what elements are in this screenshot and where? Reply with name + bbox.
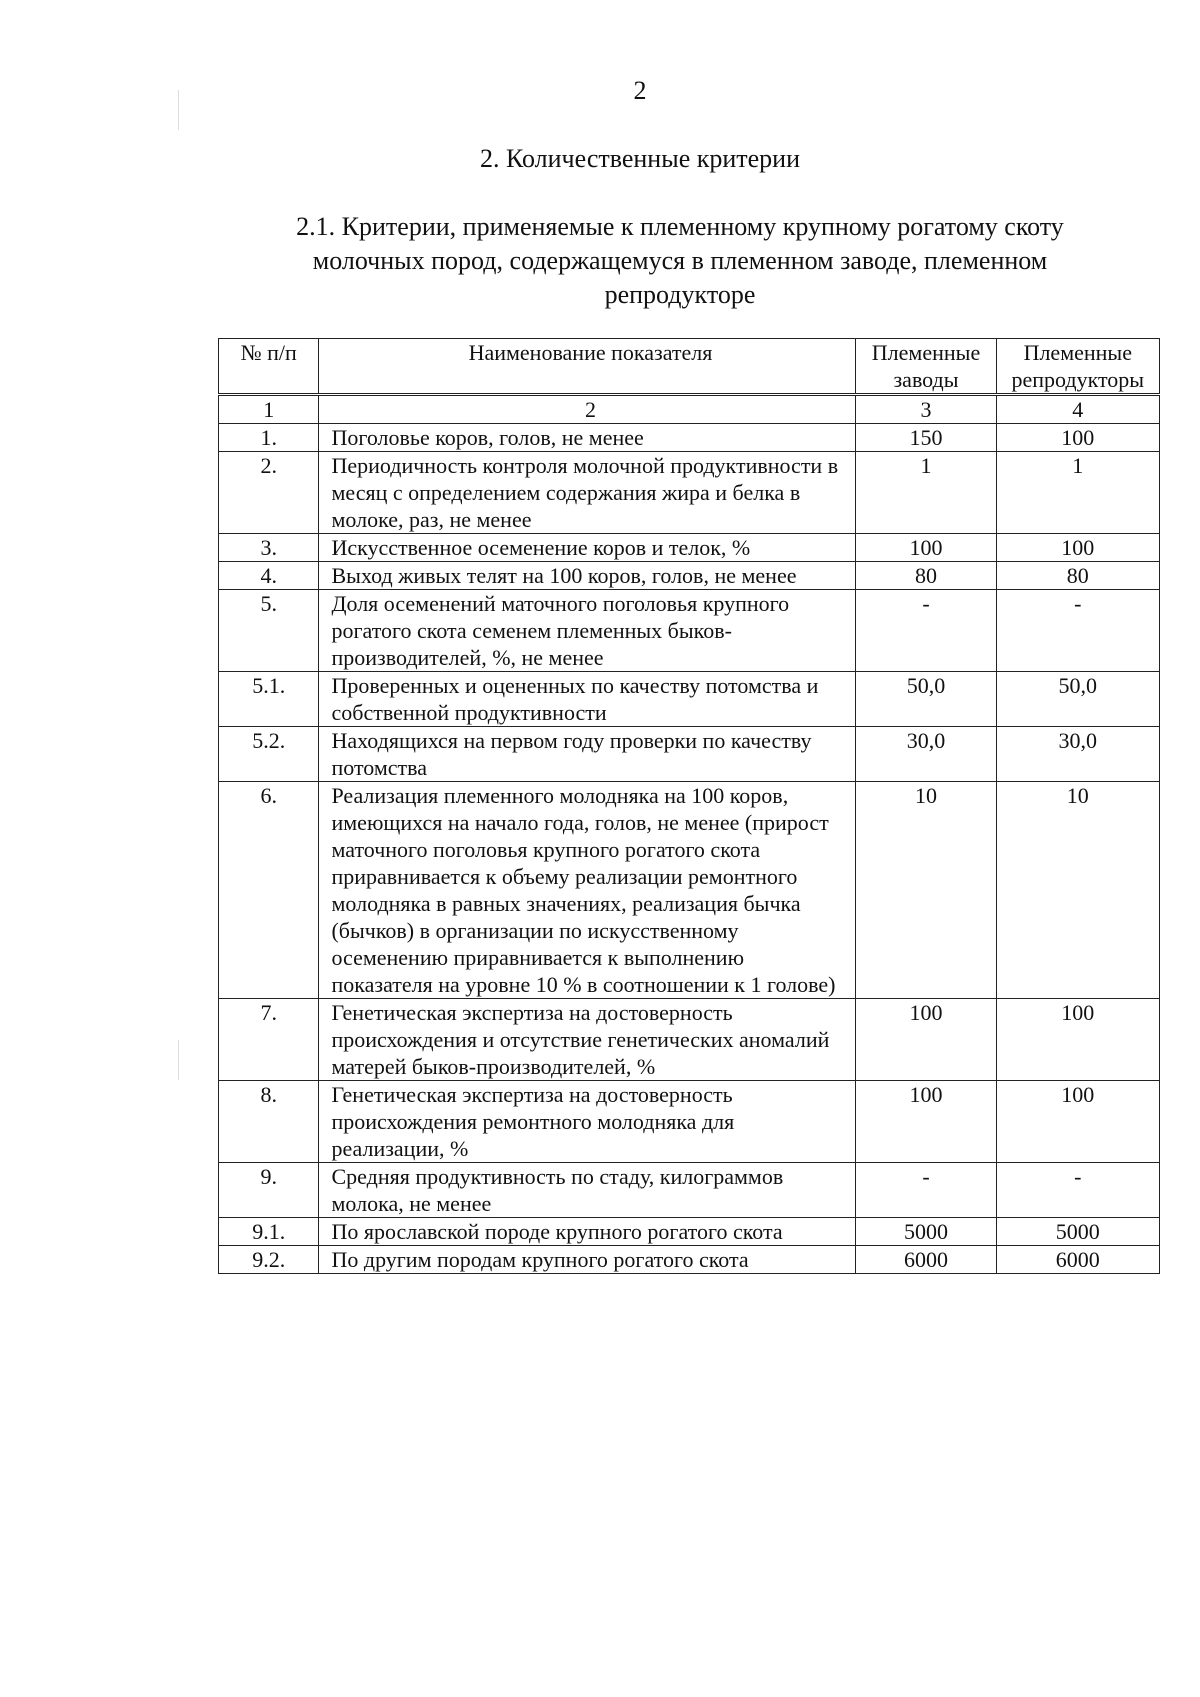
subsection-title: 2.1. Критерии, применяемые к племенному крупному рогатому скоту молочных пород, содержащемуся в племенном заводе, племенном репродукторе <box>296 212 1064 309</box>
breeding-reproducers-value-cell: 6000 <box>996 1246 1159 1274</box>
breeding-plants-value-cell: 100 <box>856 999 996 1081</box>
indicator-name-cell: Выход живых телят на 100 коров, голов, не менее <box>319 562 856 590</box>
table-row <box>219 590 1160 672</box>
indicator-name-cell: Средняя продуктивность по стаду, килограммов молока, не менее <box>319 1163 856 1218</box>
breeding-reproducers-value-cell: 50,0 <box>996 672 1159 727</box>
table-row <box>219 424 1160 452</box>
column-number: 2 <box>319 395 856 424</box>
breeding-reproducers-value-cell: 100 <box>996 1081 1159 1163</box>
breeding-plants-value-cell: 50,0 <box>856 672 996 727</box>
breeding-plants-value-cell: 1 <box>856 452 996 534</box>
indicator-name-cell: Реализация племенного молодняка на 100 коров, имеющихся на начало года, голов, не менее (прирост маточного поголовья крупного рогатого скота приравнивается к объему реализации ремонтного молодняка в равных значениях, реализация бычка (бычков) в организации по искусственному осеменению приравнивается к выполнению показателя на уровне 10 % в соотношении к 1 голове) <box>319 782 856 999</box>
table-row <box>219 1218 1160 1246</box>
row-number-cell: 7. <box>219 999 319 1081</box>
row-number-cell: 5.1. <box>219 672 319 727</box>
breeding-plants-value-cell: 10 <box>856 782 996 999</box>
breeding-plants-value-cell: - <box>856 1163 996 1218</box>
table-row <box>219 452 1160 534</box>
breeding-reproducers-value-cell: 80 <box>996 562 1159 590</box>
page-number: 2 <box>633 76 647 105</box>
row-number-cell: 9.2. <box>219 1246 319 1274</box>
breeding-plants-value-cell: 80 <box>856 562 996 590</box>
table-row <box>219 727 1160 782</box>
breeding-plants-value-cell: 5000 <box>856 1218 996 1246</box>
header-col3: Племенные заводы <box>856 339 996 395</box>
breeding-reproducers-value-cell: - <box>996 1163 1159 1218</box>
indicator-name-cell: Находящихся на первом году проверки по качеству потомства <box>319 727 856 782</box>
table-header-row <box>219 339 1160 395</box>
scan-artifact <box>178 1040 179 1080</box>
breeding-reproducers-value-cell: 100 <box>996 534 1159 562</box>
indicator-name-cell: Периодичность контроля молочной продуктивности в месяц с определением содержания жира и белка в молоке, раз, не менее <box>319 452 856 534</box>
breeding-reproducers-value-cell: 5000 <box>996 1218 1159 1246</box>
breeding-plants-value-cell: - <box>856 590 996 672</box>
row-number-cell: 9. <box>219 1163 319 1218</box>
breeding-reproducers-value-cell: 100 <box>996 424 1159 452</box>
breeding-reproducers-value-cell: 1 <box>996 452 1159 534</box>
breeding-plants-value-cell: 30,0 <box>856 727 996 782</box>
breeding-reproducers-value-cell: - <box>996 590 1159 672</box>
indicator-name-cell: Генетическая экспертиза на достоверность происхождения и отсутствие генетических аномалий матерей быков-производителей, % <box>319 999 856 1081</box>
breeding-plants-value-cell: 6000 <box>856 1246 996 1274</box>
column-number: 4 <box>996 395 1159 424</box>
section-title: 2. Количественные критерии <box>479 144 801 173</box>
row-number-cell: 5. <box>219 590 319 672</box>
criteria-table <box>218 338 1160 1274</box>
header-col4: Племенные репродукторы <box>996 339 1159 395</box>
column-number: 3 <box>856 395 996 424</box>
header-name: Наименование показателя <box>319 339 856 395</box>
table-row <box>219 672 1160 727</box>
table-row <box>219 1081 1160 1163</box>
table-row <box>219 999 1160 1081</box>
breeding-reproducers-value-cell: 100 <box>996 999 1159 1081</box>
row-number-cell: 3. <box>219 534 319 562</box>
row-number-cell: 1. <box>219 424 319 452</box>
breeding-reproducers-value-cell: 30,0 <box>996 727 1159 782</box>
table-row <box>219 534 1160 562</box>
table-row <box>219 1246 1160 1274</box>
indicator-name-cell: Поголовье коров, голов, не менее <box>319 424 856 452</box>
header-num: № п/п <box>219 339 319 395</box>
row-number-cell: 9.1. <box>219 1218 319 1246</box>
indicator-name-cell: Генетическая экспертиза на достоверность происхождения ремонтного молодняка для реализации, % <box>319 1081 856 1163</box>
table-row <box>219 1163 1160 1218</box>
indicator-name-cell: Искусственное осеменение коров и телок, % <box>319 534 856 562</box>
indicator-name-cell: По другим породам крупного рогатого скота <box>319 1246 856 1274</box>
column-number: 1 <box>219 395 319 424</box>
table-row <box>219 782 1160 999</box>
breeding-reproducers-value-cell: 10 <box>996 782 1159 999</box>
row-number-cell: 6. <box>219 782 319 999</box>
breeding-plants-value-cell: 100 <box>856 534 996 562</box>
row-number-cell: 5.2. <box>219 727 319 782</box>
indicator-name-cell: По ярославской породе крупного рогатого скота <box>319 1218 856 1246</box>
row-number-cell: 4. <box>219 562 319 590</box>
indicator-name-cell: Доля осеменений маточного поголовья крупного рогатого скота семенем племенных быков-производителей, %, не менее <box>319 590 856 672</box>
indicator-name-cell: Проверенных и оцененных по качеству потомства и собственной продуктивности <box>319 672 856 727</box>
row-number-cell: 8. <box>219 1081 319 1163</box>
scan-artifact <box>178 90 179 130</box>
row-number-cell: 2. <box>219 452 319 534</box>
table-row <box>219 562 1160 590</box>
column-number-row <box>219 395 1160 424</box>
breeding-plants-value-cell: 100 <box>856 1081 996 1163</box>
breeding-plants-value-cell: 150 <box>856 424 996 452</box>
